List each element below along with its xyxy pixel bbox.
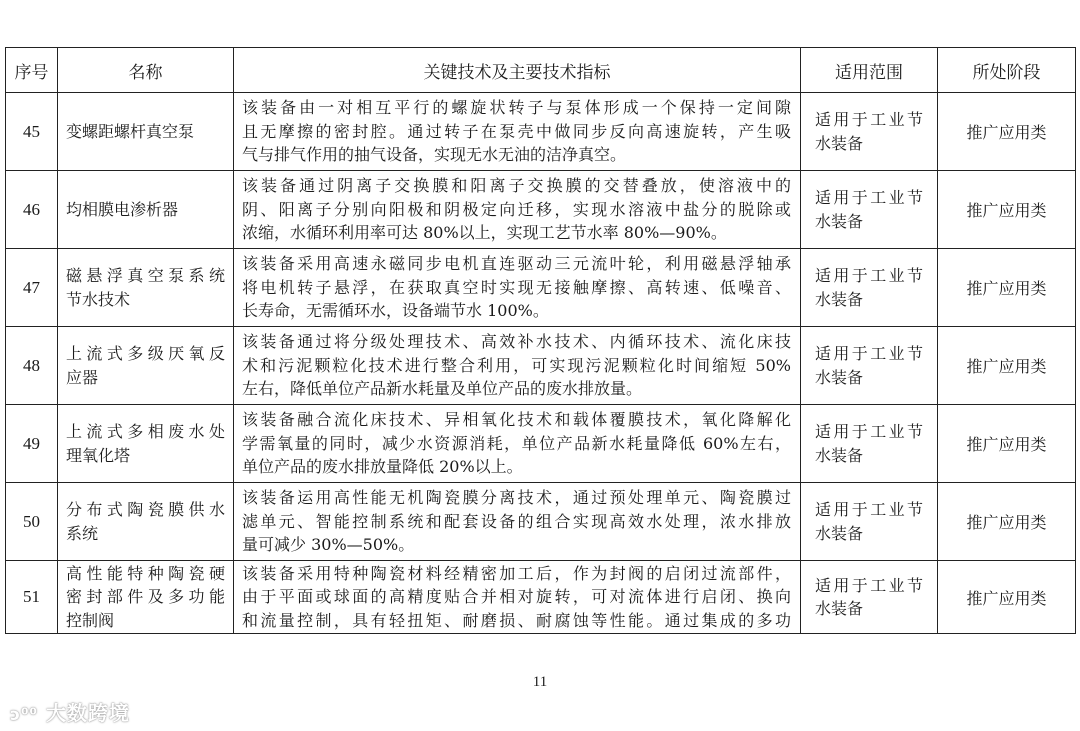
desc-line: 该装备由一对相互平行的螺旋状转子与泵体形成一个保持一定间隙 [242, 98, 791, 118]
name-line: 均相膜电渗析器 [66, 199, 179, 219]
cell-num: 45 [6, 93, 58, 171]
cell-desc [234, 93, 801, 171]
cell-scope [801, 561, 938, 634]
name-line: 系统 [66, 523, 99, 543]
cell-scope [801, 249, 938, 327]
table-row [6, 483, 1076, 561]
name-line: 高性能特种陶瓷硬 [66, 563, 225, 583]
cell-name [58, 405, 234, 483]
cell-desc [234, 405, 801, 483]
name-line: 变螺距螺杆真空泵 [66, 121, 195, 141]
name-line: 应器 [66, 367, 99, 387]
header-desc: 关键技术及主要技术指标 [234, 48, 801, 93]
watermark-text: 大数跨境 [45, 701, 130, 725]
desc-line: 且无摩擦的密封腔。通过转子在泵壳中做同步反向高速旋转，产生吸 [242, 121, 791, 141]
desc-line: 该装备采用高速永磁同步电机直连驱动三元流叶轮，利用磁悬浮轴承 [242, 254, 791, 274]
cell-name [58, 249, 234, 327]
cell-num: 51 [6, 561, 58, 634]
cell-stage: 推广应用类 [938, 483, 1076, 561]
scope-line: 适用于工业节 [815, 110, 923, 129]
desc-line: 学需氧量的同时，减少水资源消耗，单位产品新水耗量降低 60%左右， [242, 433, 791, 453]
header-stage: 所处阶段 [938, 48, 1076, 93]
watermark-logo: ↄ⁰⁰ 大数跨境 [10, 701, 130, 725]
cell-name [58, 483, 234, 561]
desc-line: 该装备通过将分级处理技术、高效补水技术、内循环技术、流化床技 [242, 332, 791, 352]
cell-scope [801, 327, 938, 405]
name-line: 理氧化塔 [66, 445, 131, 465]
header-num: 序号 [6, 48, 58, 93]
desc-line: 该装备采用特种陶瓷材料经精密加工后，作为封阀的启闭过流部件， [242, 563, 791, 583]
desc-line: 量可减少 30%—50%。 [242, 535, 415, 555]
cell-num: 48 [6, 327, 58, 405]
name-line: 控制阀 [66, 610, 115, 630]
cell-num: 47 [6, 249, 58, 327]
scope-line: 适用于工业节 [815, 575, 923, 595]
table-row [6, 249, 1076, 327]
desc-line: 单位产品的废水排放量降低 20%以上。 [242, 457, 523, 477]
cell-stage: 推广应用类 [938, 171, 1076, 249]
name-line: 上流式多相废水处 [66, 422, 225, 441]
name-line: 上流式多级厌氧反 [66, 344, 225, 363]
table-row [6, 93, 1076, 171]
cell-desc [234, 249, 801, 327]
header-name: 名称 [58, 48, 234, 93]
cell-name [58, 561, 234, 634]
cell-name [58, 327, 234, 405]
desc-line: 浓缩，水循环利用率可达 80%以上，实现工艺节水率 80%—90%。 [242, 223, 727, 243]
cell-stage: 推广应用类 [938, 249, 1076, 327]
scope-line: 适用于工业节 [815, 266, 923, 285]
desc-line: 将电机转子悬浮，在获取真空时实现无接触摩擦、高转速、低噪音、 [242, 277, 791, 297]
scope-line: 适用于工业节 [815, 422, 923, 441]
name-line: 密封部件及多功能 [66, 587, 225, 607]
cell-desc [234, 483, 801, 561]
desc-line: 气与排气作用的抽气设备，实现无水无油的洁净真空。 [242, 145, 627, 165]
scope-line: 水装备 [815, 599, 864, 618]
scope-line: 水装备 [815, 523, 864, 543]
scope-line: 适用于工业节 [815, 344, 923, 363]
cell-num: 49 [6, 405, 58, 483]
cell-scope [801, 171, 938, 249]
table-row [6, 561, 1076, 634]
scope-line: 水装备 [815, 133, 864, 153]
desc-line: 由于平面或球面的高精度贴合并相对旋转，可对流体进行启闭、换向 [242, 587, 791, 607]
scope-line: 水装备 [815, 211, 864, 231]
cell-desc [234, 327, 801, 405]
cell-desc [234, 561, 801, 634]
name-line: 分布式陶瓷膜供水 [66, 500, 225, 519]
desc-line: 该装备运用高性能无机陶瓷膜分离技术，通过预处理单元、陶瓷膜过 [242, 488, 791, 508]
desc-line: 和流量控制，具有轻扭矩、耐磨损、耐腐蚀等性能。通过集成的多功 [242, 610, 791, 630]
desc-line: 该装备融合流化床技术、异相氧化技术和载体覆膜技术，氧化降解化 [242, 410, 791, 430]
cell-desc [234, 171, 801, 249]
desc-line: 滤单元、智能控制系统和配套设备的组合实现高效水处理，浓水排放 [242, 511, 791, 531]
desc-line: 阴、阳离子分别向阳极和阴极定向迁移，实现水溶液中盐分的脱除或 [242, 199, 791, 219]
table-header-row [6, 48, 1076, 93]
cell-stage: 推广应用类 [938, 561, 1076, 634]
desc-line: 左右，降低单位产品新水耗量及单位产品的废水排放量。 [242, 379, 643, 399]
cell-num: 46 [6, 171, 58, 249]
scope-line: 水装备 [815, 445, 864, 465]
cell-scope [801, 93, 938, 171]
cell-name [58, 171, 234, 249]
scope-line: 水装备 [815, 289, 864, 309]
table-row [6, 327, 1076, 405]
cell-name [58, 93, 234, 171]
name-line: 磁悬浮真空泵系统 [66, 266, 225, 285]
header-scope: 适用范围 [801, 48, 938, 93]
name-line: 节水技术 [66, 289, 131, 309]
scope-line: 水装备 [815, 367, 864, 387]
equipment-table [5, 47, 1076, 634]
scope-line: 适用于工业节 [815, 500, 923, 519]
desc-line: 长寿命，无需循环水，设备端节水 100%。 [242, 301, 549, 321]
cell-num: 50 [6, 483, 58, 561]
cell-stage: 推广应用类 [938, 405, 1076, 483]
cell-stage: 推广应用类 [938, 93, 1076, 171]
scope-line: 适用于工业节 [815, 188, 923, 207]
cell-scope [801, 405, 938, 483]
table-row [6, 405, 1076, 483]
desc-line: 该装备通过阴离子交换膜和阳离子交换膜的交替叠放，使溶液中的 [242, 176, 791, 196]
cell-stage: 推广应用类 [938, 327, 1076, 405]
page-number: 11 [532, 674, 548, 690]
table-row [6, 171, 1076, 249]
desc-line: 术和污泥颗粒化技术进行整合利用，可实现污泥颗粒化时间缩短 50% [242, 355, 791, 375]
cell-scope [801, 483, 938, 561]
